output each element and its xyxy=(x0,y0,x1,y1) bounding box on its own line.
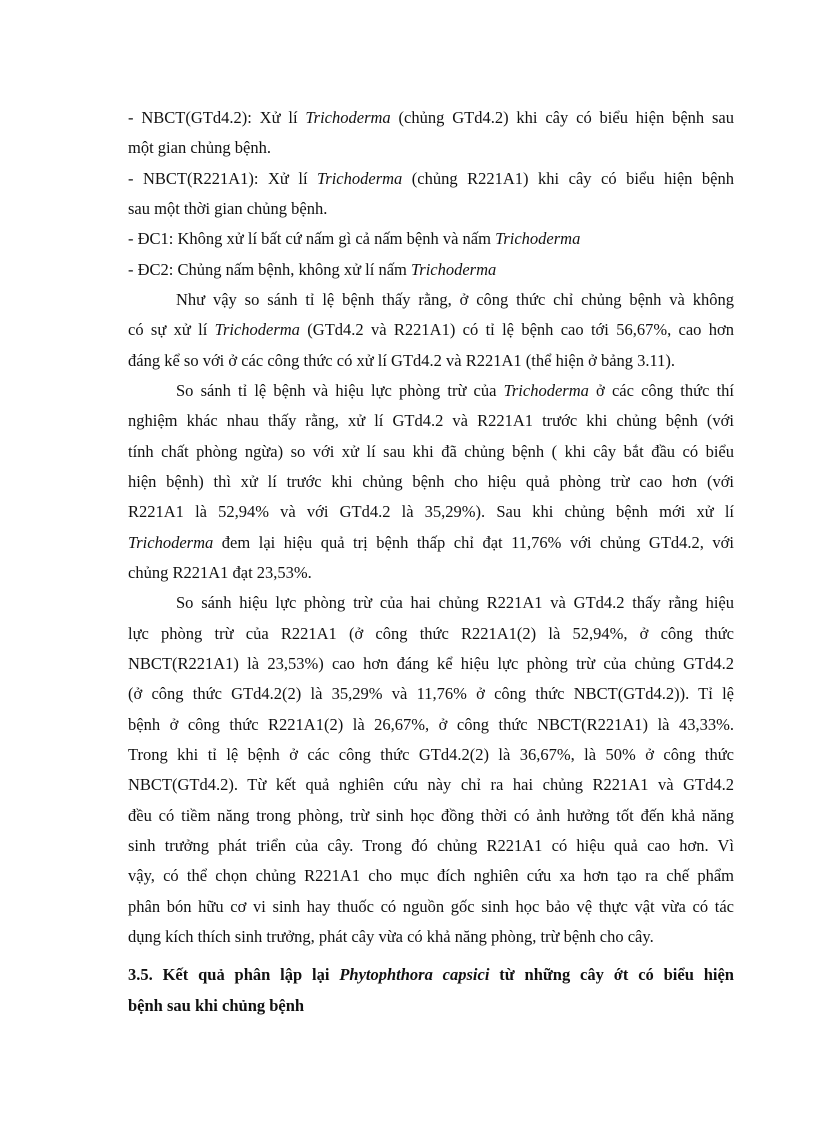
text-run: (chủng GTd4.2) khi cây có biểu hiện bệnh sau xyxy=(390,108,734,127)
text-line xyxy=(128,229,734,249)
text-line: đều có tiềm năng trong phòng, trừ sinh học đồng thời có ảnh hưởng tốt đến khả năng xyxy=(128,806,734,825)
text-line: hiện bệnh) thì xử lí trước khi chủng bệnh cho hiệu quả phòng trừ cao hơn (với xyxy=(128,472,734,491)
italic-term: Trichoderma xyxy=(411,260,497,279)
text-line: vậy, có thể chọn chủng R221A1 cho mục đích nghiên cứu xa hơn tạo ra chế phẩm xyxy=(128,866,734,885)
text-run: (GTd4.2 và R221A1) có tỉ lệ bệnh cao tới 56,67%, cao hơn xyxy=(299,320,734,339)
text-line: chủng R221A1 đạt 23,53%. xyxy=(128,563,312,582)
text-line xyxy=(128,260,734,280)
italic-term: Trichoderma xyxy=(503,381,589,400)
text-run: ở các công thức thí xyxy=(588,381,734,400)
text-line xyxy=(128,108,734,128)
text-line xyxy=(128,320,734,340)
text-line xyxy=(128,533,734,553)
text-run: (chủng R221A1) khi cây có biểu hiện bệnh xyxy=(402,169,734,188)
text-line: (ở công thức GTd4.2(2) là 35,29% và 11,76% ở công thức NBCT(GTd4.2)). Tỉ lệ xyxy=(128,684,734,703)
italic-term: Trichoderma xyxy=(214,320,300,339)
text-line: nghiệm khác nhau thấy rằng, xử lí GTd4.2 và R221A1 trước khi chủng bệnh (với xyxy=(128,411,734,430)
text-run: So sánh tỉ lệ bệnh và hiệu lực phòng trừ của xyxy=(176,381,504,400)
text-run: - ĐC1: Không xử lí bất cứ nấm gì cả nấm bệnh và nấm xyxy=(128,229,496,248)
text-line: phân bón hữu cơ vi sinh hay thuốc có nguồn gốc sinh học bảo vệ thực vật vừa có tác xyxy=(128,897,734,916)
text-line: dụng kích thích sinh trưởng, phát cây vừa có khả năng phòng, trừ bệnh cho cây. xyxy=(128,927,654,946)
italic-term: Trichoderma xyxy=(128,533,214,552)
heading-run: từ những cây ớt có biểu hiện xyxy=(489,965,734,984)
section-heading xyxy=(128,965,734,985)
text-line: sinh trưởng phát triển của cây. Trong đó chủng R221A1 có hiệu quả cao hơn. Vì xyxy=(128,836,734,855)
text-line: sau một thời gian chủng bệnh. xyxy=(128,199,328,218)
italic-term: Trichoderma xyxy=(495,229,581,248)
text-line xyxy=(176,381,734,401)
text-line xyxy=(128,169,734,189)
text-line: tính chất phòng ngừa) so với xử lí sau khi đã chủng bệnh ( khi cây bắt đầu có biểu xyxy=(128,442,734,461)
text-run: - NBCT(GTd4.2): Xử lí xyxy=(128,108,306,127)
text-line: NBCT(GTd4.2). Từ kết quả nghiên cứu này chỉ ra hai chủng R221A1 và GTd4.2 xyxy=(128,775,734,794)
heading-run: 3.5. Kết quả phân lập lại xyxy=(128,965,340,984)
italic-term: Trichoderma xyxy=(305,108,391,127)
italic-term: Phytophthora capsici xyxy=(339,965,490,984)
text-run: đem lại hiệu quả trị bệnh thấp chỉ đạt 11,76% với chủng GTd4.2, với xyxy=(213,533,734,552)
text-line: Trong khi tỉ lệ bệnh ở các công thức GTd4.2(2) là 36,67%, là 50% ở công thức xyxy=(128,745,734,764)
text-line: NBCT(R221A1) là 23,53%) cao hơn đáng kể hiệu lực phòng trừ của chủng GTd4.2 xyxy=(128,654,734,673)
text-line: một gian chủng bệnh. xyxy=(128,138,271,157)
text-run: có sự xử lí xyxy=(128,320,215,339)
text-line: So sánh hiệu lực phòng trừ của hai chủng R221A1 và GTd4.2 thấy rằng hiệu xyxy=(176,593,734,612)
text-line: bệnh ở công thức R221A1(2) là 26,67%, ở công thức NBCT(R221A1) là 43,33%. xyxy=(128,715,734,734)
text-line: lực phòng trừ của R221A1 (ở công thức R221A1(2) là 52,94%, ở công thức xyxy=(128,624,734,643)
italic-term: Trichoderma xyxy=(317,169,403,188)
text-line: Như vậy so sánh tỉ lệ bệnh thấy rằng, ở công thức chỉ chủng bệnh và không xyxy=(176,290,734,309)
text-line: đáng kể so với ở các công thức có xử lí GTd4.2 và R221A1 (thể hiện ở bảng 3.11). xyxy=(128,351,676,370)
text-line: R221A1 là 52,94% và với GTd4.2 là 35,29%). Sau khi chủng bệnh mới xử lí xyxy=(128,502,734,521)
text-run: - ĐC2: Chủng nấm bệnh, không xử lí nấm xyxy=(128,260,412,279)
text-run: - NBCT(R221A1): Xử lí xyxy=(128,169,318,188)
section-heading-line: bệnh sau khi chủng bệnh xyxy=(128,996,305,1015)
